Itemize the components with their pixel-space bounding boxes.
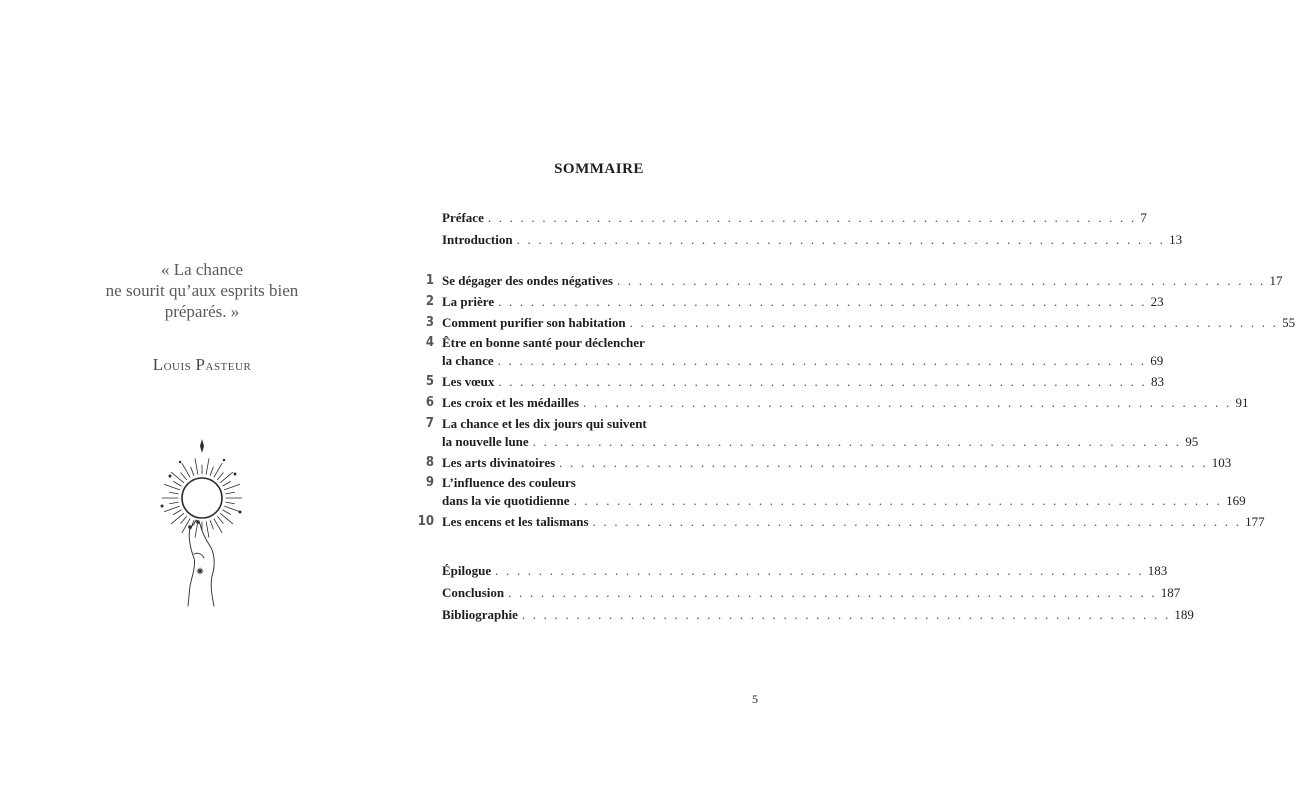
chapter-number: 9 bbox=[425, 475, 434, 491]
toc-entry bbox=[442, 474, 754, 492]
quote-line: « La chance bbox=[160, 260, 244, 279]
chapter-number: 7 bbox=[425, 415, 434, 431]
toc-entry-label: Être en bonne santé pour déclencher bbox=[442, 335, 645, 351]
toc-leader-dots: . . . . . . . . . . . . . . . . . . . . . . . . . . . . . . . . . . . . . . . . . . . . . . . . . . . . . . . . . . . . bbox=[497, 353, 1147, 369]
author-first-initial: L bbox=[152, 355, 164, 374]
toc-entry bbox=[442, 562, 1168, 580]
toc-leader-dots: . . . . . . . . . . . . . . . . . . . . . . . . . . . . . . . . . . . . . . . . . . . . . . . . . . . . . . . . . . . . bbox=[559, 454, 1208, 470]
chapter-number: 5 bbox=[425, 374, 434, 390]
toc-entry-label: La prière bbox=[442, 293, 495, 309]
toc-entry bbox=[442, 584, 1181, 602]
chapter-number: 1 bbox=[425, 273, 434, 288]
toc-leader-dots: . . . . . . . . . . . . . . . . . . . . . . . . . . . . . . . . . . . . . . . . . . . . . . . . . . . . . . . . . . . . bbox=[592, 514, 1242, 530]
toc-entry-page: 187 bbox=[1160, 585, 1181, 600]
toc-entry-label: Les vœux bbox=[442, 374, 495, 390]
toc-leader-dots: . . . . . . . . . . . . . . . . . . . . . . . . . . . . . . . . . . . . . . . . . . . . . . . . . . . . . . . . . . . . bbox=[508, 585, 1157, 600]
toc-leader-dots: . . . . . . . . . . . . . . . . . . . . . . . . . . . . . . . . . . . . . . . . . . . . . . . . . . . . . . . . . . . . bbox=[498, 293, 1147, 309]
author-first-rest: ouis bbox=[163, 358, 192, 374]
toc-entry-page: 189 bbox=[1174, 607, 1194, 622]
toc-entry bbox=[442, 606, 1194, 624]
toc-title: SOMMAIRE bbox=[554, 161, 644, 177]
chapter-number: 6 bbox=[425, 395, 434, 410]
toc-entry bbox=[442, 513, 1265, 531]
toc-entry-label: Introduction bbox=[442, 232, 513, 247]
left-page bbox=[0, 0, 400, 800]
toc-entry-label: Se dégager des ondes négatives bbox=[442, 273, 613, 288]
toc-entry bbox=[442, 454, 1232, 472]
quote-line: préparés. » bbox=[164, 302, 240, 321]
toc-entry-label: Les croix et les médailles bbox=[442, 395, 579, 410]
toc-entry bbox=[442, 272, 1283, 290]
toc-entry-page: 95 bbox=[1185, 433, 1199, 449]
toc-entry-page: 177 bbox=[1245, 514, 1265, 530]
quote-line: ne sourit qu’aux esprits bien bbox=[105, 281, 299, 300]
toc-entry-page: 183 bbox=[1147, 563, 1168, 578]
toc-leader-dots: . . . . . . . . . . . . . . . . . . . . . . . . . . . . . . . . . . . . . . . . . . . . . . . . . . . . . . . . . . . . bbox=[487, 210, 1137, 225]
toc-entry-label: dans la vie quotidienne bbox=[442, 493, 570, 509]
toc-entry-label: la nouvelle lune bbox=[442, 433, 529, 449]
toc-entry bbox=[442, 293, 1164, 311]
toc-entry bbox=[442, 314, 1295, 332]
toc-entry bbox=[442, 209, 1147, 227]
toc-entry bbox=[442, 352, 1164, 370]
epigraph-author bbox=[60, 355, 344, 375]
chapter-number: 2 bbox=[425, 293, 434, 309]
toc-entry-label: Épilogue bbox=[442, 563, 492, 578]
author-last-rest: asteur bbox=[205, 358, 252, 374]
toc-entry-page: 23 bbox=[1150, 293, 1164, 309]
toc-leader-dots: . . . . . . . . . . . . . . . . . . . . . . . . . . . . . . . . . . . . . . . . . . . . . . . . . . . . . . . . . . . . bbox=[521, 607, 1171, 622]
toc-leader-dots: . . . . . . . . . . . . . . . . . . . . . . . . . . . . . . . . . . . . . . . . . . . . . . . . . . . . . . . . . . . . bbox=[616, 273, 1266, 288]
toc-entry-page: 55 bbox=[1282, 314, 1295, 330]
toc-entry-page: 13 bbox=[1169, 232, 1183, 247]
right-page bbox=[400, 0, 1295, 800]
toc-leader-dots: . . . . . . . . . . . . . . . . . . . . . . . . . . . . . . . . . . . . . . . . . . . . . . . . . . . . . . . . . . . . bbox=[495, 563, 1144, 578]
toc-entry-label: L’influence des couleurs bbox=[442, 475, 576, 491]
toc-entry bbox=[442, 394, 1249, 412]
toc-leader-dots: . . . . . . . . . . . . . . . . . . . . . . . . . . . . . . . . . . . . . . . . . . . . . . . . . . . . . . . . . . . . bbox=[498, 374, 1147, 390]
page-number: 5 bbox=[752, 692, 758, 706]
toc-entry bbox=[442, 231, 1183, 249]
toc-entry-page: 103 bbox=[1211, 454, 1232, 470]
toc-entry bbox=[442, 433, 1199, 451]
toc-entry-label: Bibliographie bbox=[442, 607, 518, 622]
toc-entry-label: Conclusion bbox=[442, 585, 505, 600]
author-last-initial: P bbox=[195, 355, 206, 374]
toc-entry-page: 91 bbox=[1235, 395, 1249, 410]
toc-entry bbox=[442, 415, 754, 433]
toc-entry-page: 17 bbox=[1269, 273, 1283, 288]
toc-entry-label: Préface bbox=[442, 210, 484, 225]
toc-entry-page: 169 bbox=[1226, 493, 1246, 509]
epigraph-quote bbox=[60, 259, 344, 322]
toc-entry-label: Les encens et les talismans bbox=[442, 514, 589, 530]
toc-entry bbox=[442, 492, 1246, 510]
toc-entry-label: la chance bbox=[442, 353, 494, 369]
toc-entry-page: 7 bbox=[1140, 210, 1147, 225]
toc-leader-dots: . . . . . . . . . . . . . . . . . . . . . . . . . . . . . . . . . . . . . . . . . . . . . . . . . . . . . . . . . . . . bbox=[582, 395, 1232, 410]
toc-leader-dots: . . . . . . . . . . . . . . . . . . . . . . . . . . . . . . . . . . . . . . . . . . . . . . . . . . . . . . . . . . . . bbox=[516, 232, 1166, 247]
toc-entry-label: La chance et les dix jours qui suivent bbox=[442, 415, 647, 431]
toc-entry bbox=[442, 373, 1164, 391]
toc-entry-label: Comment purifier son habitation bbox=[442, 314, 626, 330]
toc-entry bbox=[442, 334, 754, 352]
toc-entry-label: Les arts divinatoires bbox=[442, 454, 556, 470]
toc-leader-dots: . . . . . . . . . . . . . . . . . . . . . . . . . . . . . . . . . . . . . . . . . . . . . . . . . . . . . . . . . . . . bbox=[629, 314, 1279, 330]
chapter-number: 3 bbox=[425, 314, 434, 330]
toc-leader-dots: . . . . . . . . . . . . . . . . . . . . . . . . . . . . . . . . . . . . . . . . . . . . . . . . . . . . . . . . . . . . bbox=[532, 433, 1182, 449]
toc-entry-page: 69 bbox=[1150, 353, 1164, 369]
chapter-number: 10 bbox=[417, 514, 434, 530]
chapter-number: 8 bbox=[425, 454, 434, 470]
toc-entry-page: 83 bbox=[1150, 374, 1164, 390]
toc-leader-dots: . . . . . . . . . . . . . . . . . . . . . . . . . . . . . . . . . . . . . . . . . . . . . . . . . . . . . . . . . . . . bbox=[573, 493, 1223, 509]
hand-sun-icon bbox=[140, 436, 260, 608]
chapter-number: 4 bbox=[425, 335, 434, 351]
